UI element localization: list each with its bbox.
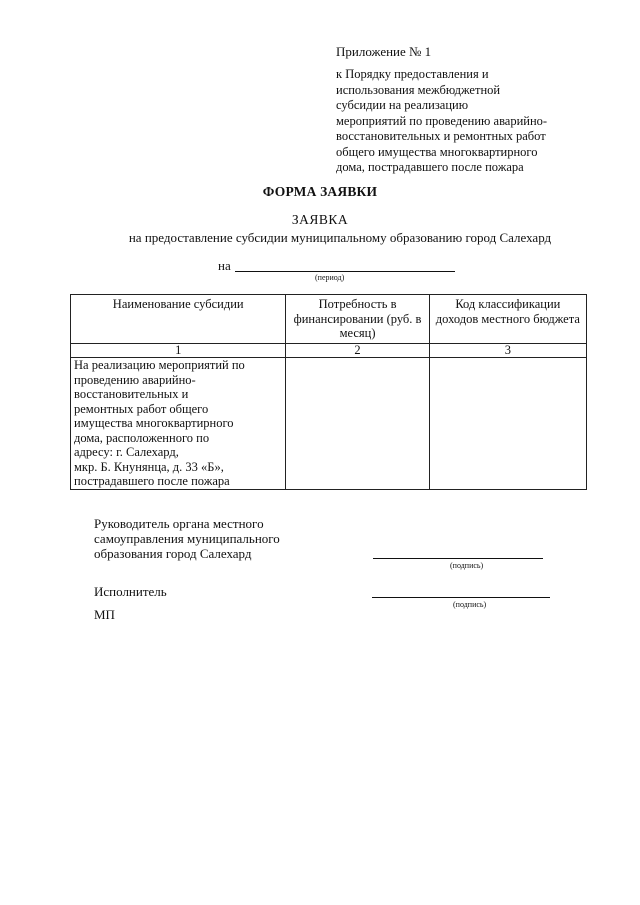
column-number: 2 (286, 344, 429, 358)
appendix-line: субсидии на реализацию (336, 98, 469, 112)
application-subtitle: на предоставление субсидии муниципальному образованию город Салехард (128, 230, 552, 245)
application-title: ЗАЯВКА (291, 212, 349, 227)
table-header-row (71, 295, 587, 344)
executor-signature-line (372, 597, 550, 598)
appendix-line: общего имущества многоквартирного (336, 144, 538, 159)
table-row (71, 358, 587, 490)
subsidy-description-cell (71, 358, 286, 490)
description-line: восстановительных и (74, 387, 189, 401)
period-prefix: на (218, 258, 231, 273)
financing-cell[interactable] (286, 358, 429, 490)
head-signature-caption: (подпись) (450, 561, 484, 570)
form-title: ФОРМА ЗАЯВКИ (262, 184, 378, 199)
executor-label: Исполнитель (94, 584, 167, 599)
column-number-row (71, 344, 587, 358)
head-signature-line (373, 558, 543, 559)
description-line: ремонтных работ общего (74, 401, 209, 416)
classification-code-cell[interactable] (429, 358, 586, 490)
description-line: пострадавшего после пожара (74, 474, 230, 488)
column-number: 3 (429, 344, 586, 358)
header-financing: Потребность в финансировании (руб. в месяц) (286, 295, 429, 344)
description-line: мкр. Б. Кнунянца, д. 33 «Б», (74, 459, 224, 474)
header-subsidy-name: Наименование субсидии (71, 295, 286, 344)
description-line: проведению аварийно- (74, 372, 196, 387)
appendix-line: к Порядку предоставления и (336, 67, 489, 81)
seal-mark: МП (94, 607, 115, 622)
description-line: адресу: г. Салехард, (74, 445, 179, 459)
description-line: дома, расположенного по (74, 430, 210, 445)
head-line: Руководитель органа местного (94, 516, 264, 531)
executor-signature-caption: (подпись) (453, 600, 487, 609)
head-line: самоуправления муниципального (94, 531, 280, 546)
header-classification-code: Код классификации доходов местного бюджета (429, 295, 586, 344)
description-line: На реализацию мероприятий по (74, 358, 245, 372)
appendix-line: восстановительных и ремонтных работ (336, 129, 546, 143)
appendix-title: Приложение № 1 (336, 44, 432, 59)
appendix-line: мероприятий по проведению аварийно- (336, 113, 548, 128)
column-number: 1 (71, 344, 286, 358)
period-caption: (период) (315, 273, 345, 282)
head-line: образования город Салехард (94, 546, 252, 561)
subsidy-table (70, 294, 587, 490)
appendix-line: использования межбюджетной (336, 82, 501, 97)
description-line: имущества многоквартирного (74, 416, 234, 430)
appendix-line: дома, пострадавшего после пожара (336, 160, 524, 174)
head-of-administration-label (94, 516, 280, 561)
appendix-reference (336, 67, 596, 176)
period-field-line (235, 271, 455, 272)
